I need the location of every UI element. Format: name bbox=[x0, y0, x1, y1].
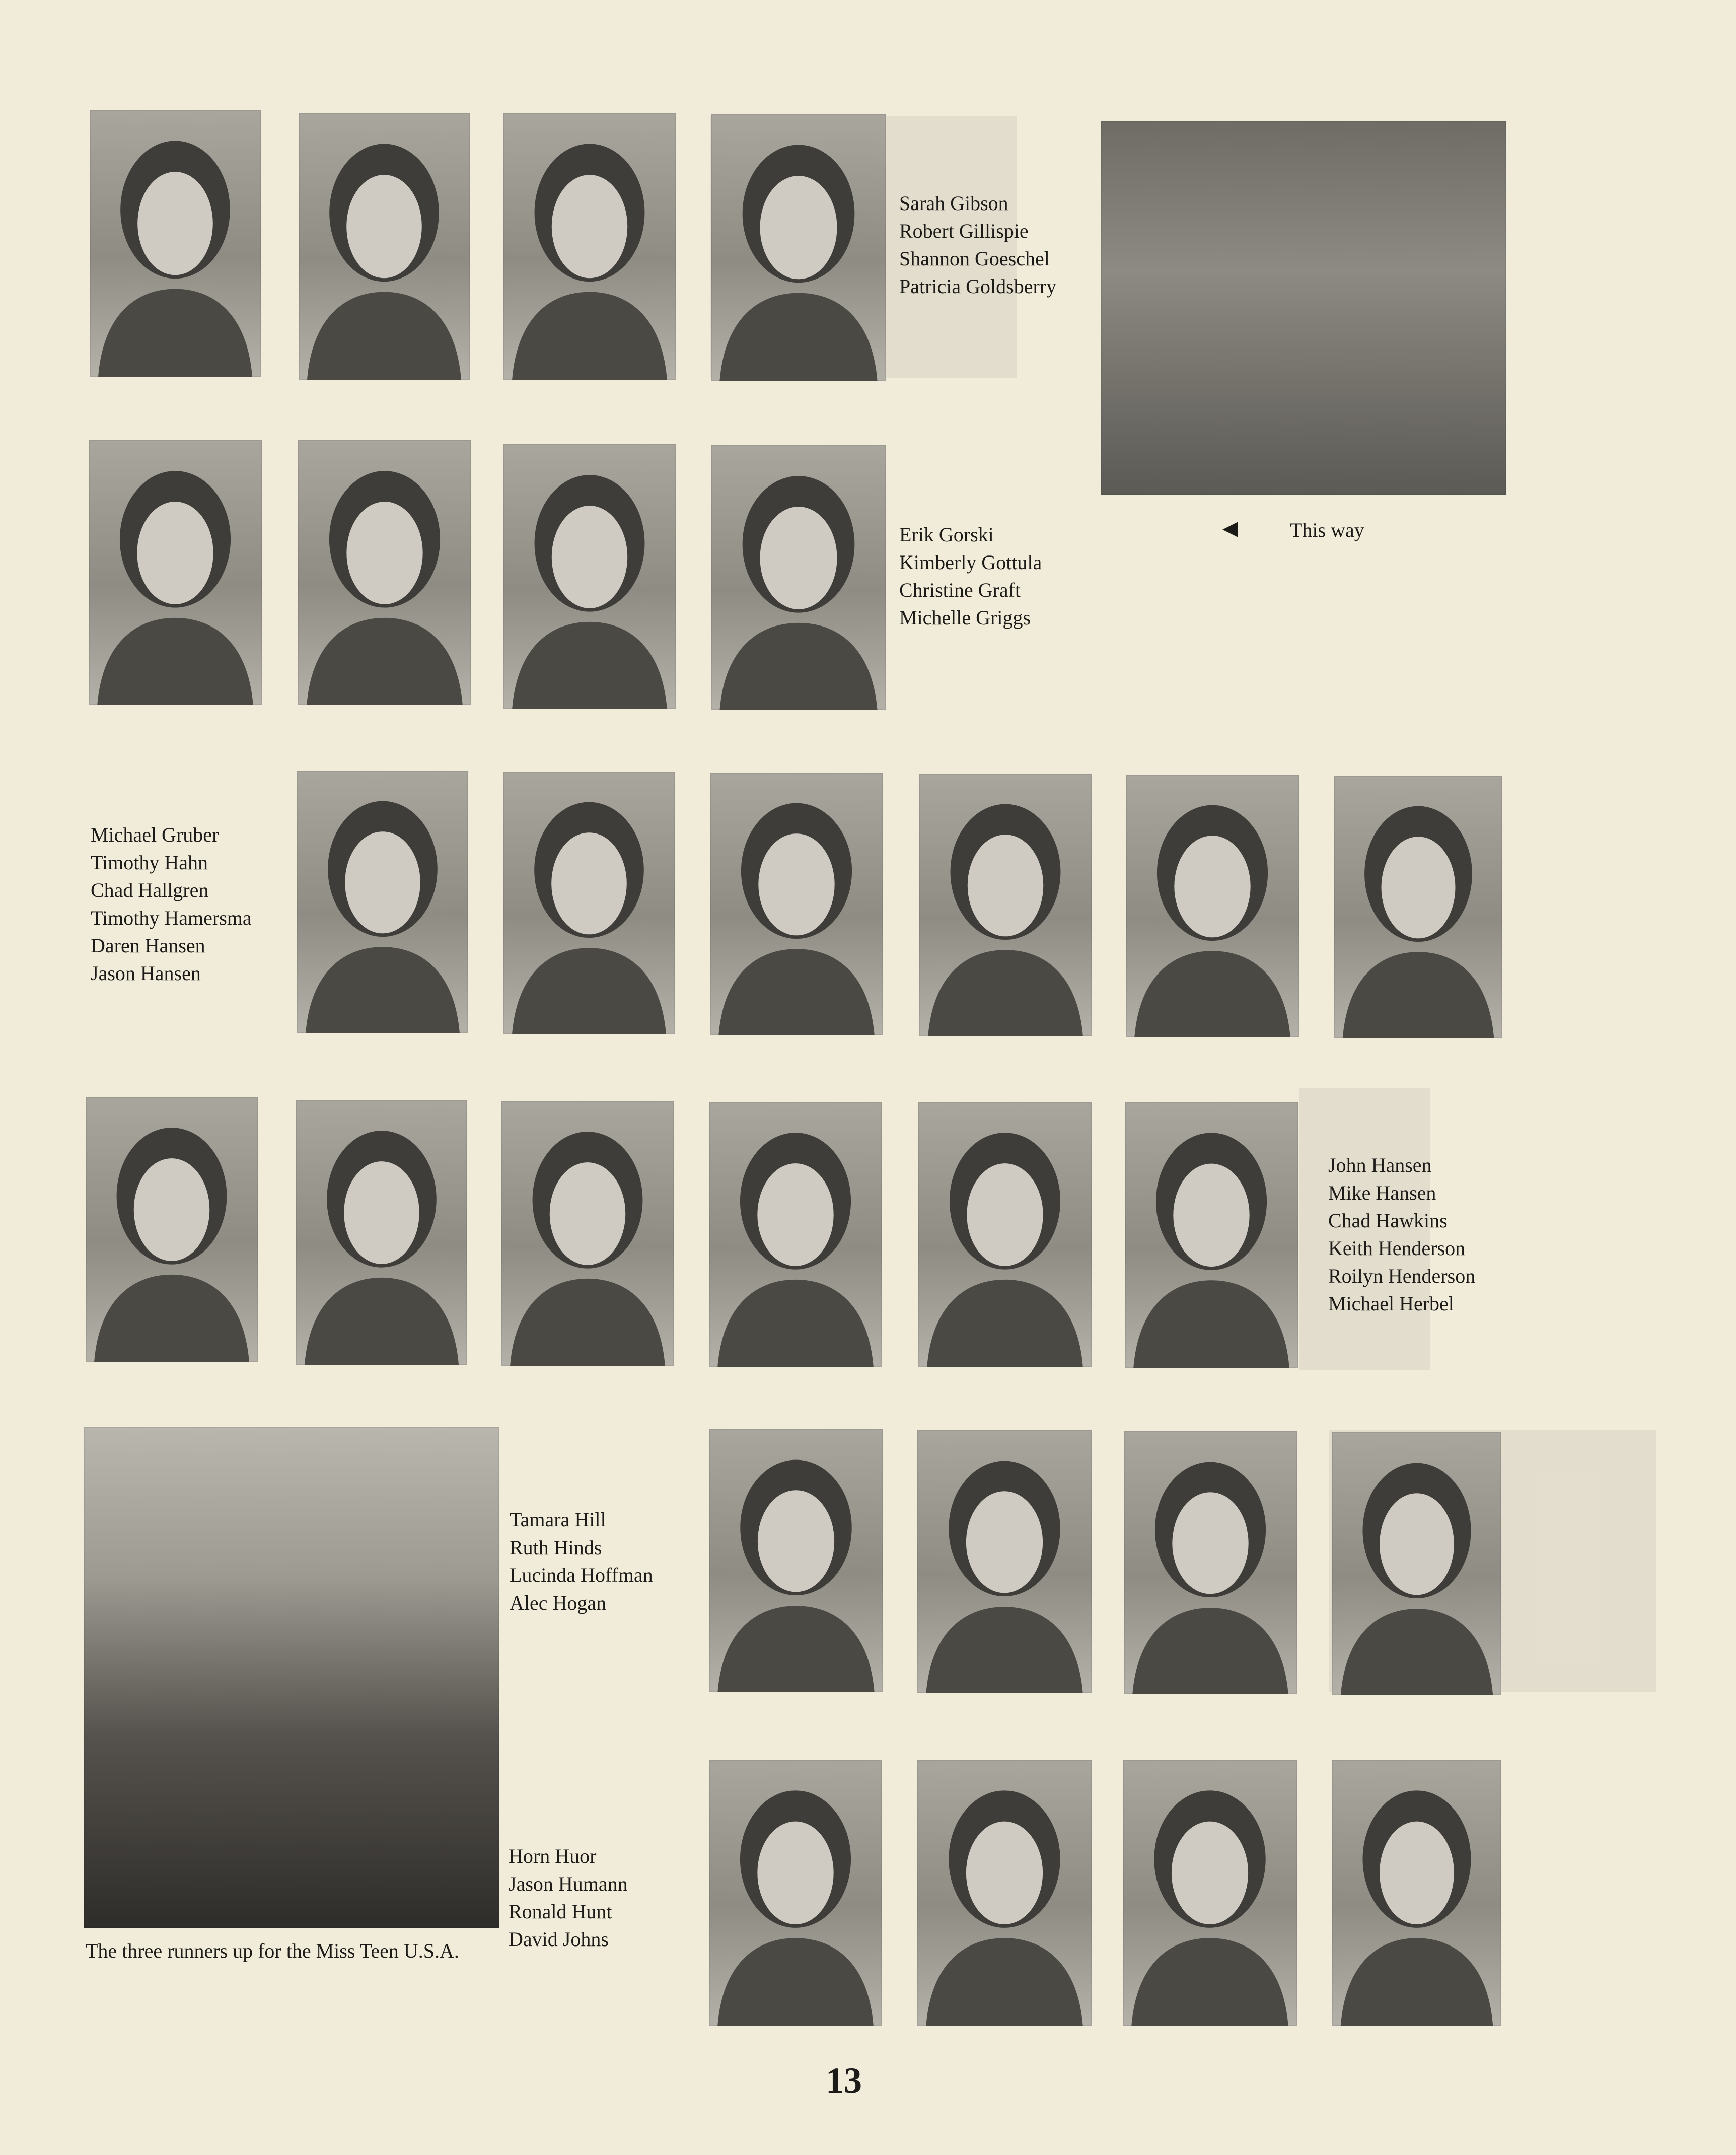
portrait-shoulders bbox=[512, 292, 667, 380]
student-name: Tamara Hill bbox=[510, 1508, 606, 1531]
candid-group-photo bbox=[1101, 121, 1506, 495]
candid-photo-caption: This way bbox=[1290, 519, 1364, 541]
portrait-silhouette bbox=[1125, 1102, 1298, 1368]
portrait-photo bbox=[503, 113, 676, 380]
portrait-silhouette bbox=[298, 440, 471, 705]
portrait-silhouette bbox=[297, 771, 468, 1033]
portrait-silhouette bbox=[86, 1097, 258, 1362]
student-name: Timothy Hamersma bbox=[91, 907, 252, 929]
student-name: Jason Hansen bbox=[91, 962, 201, 985]
portrait-silhouette bbox=[1332, 1760, 1501, 2026]
portrait-shoulders bbox=[717, 1606, 874, 1692]
student-name: Erik Gorski bbox=[899, 523, 994, 546]
portrait-photo bbox=[917, 1430, 1092, 1693]
portrait-shoulders bbox=[305, 1278, 459, 1365]
portrait-silhouette bbox=[711, 445, 886, 710]
portrait-face bbox=[1172, 1492, 1248, 1594]
left-arrow-icon: ◀ bbox=[1222, 517, 1238, 539]
portrait-shoulders bbox=[719, 623, 877, 710]
portrait-face bbox=[758, 833, 834, 935]
portrait-silhouette bbox=[503, 772, 675, 1034]
portrait-silhouette bbox=[90, 110, 261, 377]
portrait-silhouette bbox=[1126, 775, 1299, 1037]
student-name: Jason Humann bbox=[509, 1872, 628, 1895]
portrait-photo bbox=[709, 1760, 882, 2026]
portrait-shoulders bbox=[1134, 951, 1290, 1037]
student-name: Mike Hansen bbox=[1328, 1181, 1436, 1204]
student-name: Ruth Hinds bbox=[510, 1536, 602, 1559]
portrait-shoulders bbox=[510, 1279, 665, 1366]
name-list-row-4 bbox=[1328, 1151, 1475, 1317]
portrait-photo bbox=[86, 1097, 258, 1362]
portrait-silhouette bbox=[503, 444, 676, 709]
portrait-shoulders bbox=[94, 1275, 249, 1362]
portrait-photo bbox=[918, 1102, 1092, 1367]
portrait-photo bbox=[709, 1102, 882, 1367]
portrait-photo bbox=[1125, 1102, 1298, 1368]
portrait-face bbox=[1380, 1493, 1454, 1595]
portrait-shoulders bbox=[98, 289, 252, 377]
portrait-face bbox=[551, 832, 627, 934]
portrait-shoulders bbox=[717, 1938, 874, 2026]
student-name: Michael Gruber bbox=[91, 823, 219, 846]
student-name: Christine Graft bbox=[899, 579, 1021, 601]
group-photo-caption: The three runners up for the Miss Teen U.S.A. bbox=[86, 1939, 459, 1962]
portrait-photo bbox=[90, 110, 261, 377]
portrait-shoulders bbox=[1343, 952, 1494, 1038]
portrait-photo bbox=[299, 113, 470, 380]
portrait-silhouette bbox=[1332, 1432, 1501, 1695]
portrait-silhouette bbox=[1334, 776, 1502, 1038]
student-name: Horn Huor bbox=[509, 1845, 597, 1867]
student-name: Shannon Goeschel bbox=[899, 247, 1050, 270]
portrait-photo bbox=[297, 771, 468, 1033]
portrait-shoulders bbox=[1341, 1609, 1493, 1695]
portrait-face bbox=[1173, 1164, 1249, 1267]
portrait-face bbox=[760, 176, 837, 279]
portrait-shoulders bbox=[717, 1280, 874, 1367]
name-list-row-1 bbox=[899, 189, 1056, 300]
portrait-silhouette bbox=[1124, 1431, 1297, 1694]
portrait-photo bbox=[1126, 775, 1299, 1037]
student-name: Timothy Hahn bbox=[91, 851, 208, 874]
portrait-photo bbox=[1332, 1760, 1501, 2026]
student-name: Chad Hawkins bbox=[1328, 1209, 1448, 1232]
portrait-face bbox=[1382, 837, 1456, 938]
portrait-face bbox=[1380, 1822, 1454, 1924]
portrait-photo bbox=[503, 772, 675, 1034]
student-name: Daren Hansen bbox=[91, 934, 205, 957]
portrait-face bbox=[760, 507, 837, 609]
student-name: Kimberly Gottula bbox=[899, 551, 1042, 574]
portrait-photo bbox=[1123, 1760, 1297, 2026]
portrait-photo bbox=[298, 440, 471, 705]
page-number: 13 bbox=[826, 2060, 862, 2101]
portrait-shoulders bbox=[927, 1280, 1083, 1367]
portrait-silhouette bbox=[709, 1429, 883, 1692]
portrait-face bbox=[552, 506, 627, 608]
name-list-row-2 bbox=[899, 521, 1042, 632]
portrait-face bbox=[137, 172, 213, 275]
portrait-shoulders bbox=[928, 950, 1083, 1036]
student-name: David Johns bbox=[509, 1928, 609, 1951]
portrait-shoulders bbox=[1133, 1280, 1289, 1368]
name-list-row-3 bbox=[91, 821, 252, 987]
portrait-photo bbox=[711, 445, 886, 710]
student-name: Lucinda Hoffman bbox=[510, 1564, 653, 1586]
student-name: Sarah Gibson bbox=[899, 192, 1008, 215]
student-name: John Hansen bbox=[1328, 1154, 1432, 1176]
student-name: Alec Hogan bbox=[510, 1591, 607, 1614]
portrait-shoulders bbox=[926, 1607, 1082, 1693]
portrait-silhouette bbox=[919, 774, 1092, 1036]
portrait-silhouette bbox=[1123, 1760, 1297, 2026]
portrait-face bbox=[346, 502, 422, 604]
portrait-silhouette bbox=[709, 1102, 882, 1367]
portrait-face bbox=[968, 835, 1043, 936]
portrait-photo bbox=[709, 1429, 883, 1692]
group-photo bbox=[84, 1427, 499, 1928]
student-name: Chad Hallgren bbox=[91, 879, 209, 901]
student-name: Michelle Griggs bbox=[899, 606, 1031, 629]
portrait-face bbox=[966, 1822, 1043, 1924]
portrait-shoulders bbox=[1341, 1938, 1493, 2026]
portrait-shoulders bbox=[307, 618, 463, 705]
portrait-silhouette bbox=[917, 1430, 1092, 1693]
portrait-photo bbox=[917, 1760, 1092, 2026]
portrait-face bbox=[757, 1163, 833, 1266]
portrait-face bbox=[345, 831, 420, 933]
portrait-face bbox=[757, 1822, 833, 1924]
portrait-photo bbox=[1332, 1432, 1501, 1695]
portrait-photo bbox=[501, 1101, 674, 1366]
name-list-row-6 bbox=[509, 1842, 628, 1953]
student-name: Michael Herbel bbox=[1328, 1292, 1454, 1315]
portrait-face bbox=[1172, 1822, 1248, 1924]
portrait-face bbox=[346, 175, 422, 278]
portrait-silhouette bbox=[918, 1102, 1092, 1367]
name-list-row-5 bbox=[510, 1506, 653, 1617]
portrait-silhouette bbox=[711, 114, 886, 381]
portrait-photo bbox=[919, 774, 1092, 1036]
portrait-shoulders bbox=[718, 949, 875, 1035]
portrait-face bbox=[552, 175, 627, 278]
portrait-photo bbox=[1334, 776, 1502, 1038]
portrait-face bbox=[967, 1163, 1043, 1266]
portrait-shoulders bbox=[306, 947, 460, 1033]
student-name: Ronald Hunt bbox=[509, 1900, 612, 1923]
student-name: Keith Henderson bbox=[1328, 1237, 1466, 1260]
portrait-shoulders bbox=[97, 618, 253, 705]
portrait-photo bbox=[711, 114, 886, 381]
portrait-shoulders bbox=[719, 293, 877, 381]
portrait-silhouette bbox=[299, 113, 470, 380]
portrait-photo bbox=[1124, 1431, 1297, 1694]
portrait-face bbox=[137, 502, 213, 604]
portrait-silhouette bbox=[89, 440, 262, 705]
portrait-face bbox=[134, 1158, 209, 1261]
portrait-shoulders bbox=[512, 622, 667, 709]
portrait-silhouette bbox=[917, 1760, 1092, 2026]
portrait-photo bbox=[710, 773, 883, 1035]
portrait-face bbox=[1174, 836, 1250, 937]
portrait-face bbox=[550, 1162, 625, 1265]
portrait-shoulders bbox=[1132, 1608, 1288, 1694]
portrait-silhouette bbox=[710, 773, 883, 1035]
portrait-photo bbox=[89, 440, 262, 705]
portrait-silhouette bbox=[709, 1760, 882, 2026]
portrait-photo bbox=[296, 1100, 467, 1365]
portrait-silhouette bbox=[296, 1100, 467, 1365]
portrait-shoulders bbox=[512, 948, 666, 1034]
portrait-shoulders bbox=[307, 292, 461, 380]
portrait-shoulders bbox=[1131, 1938, 1288, 2026]
portrait-face bbox=[966, 1491, 1043, 1593]
portrait-silhouette bbox=[501, 1101, 674, 1366]
portrait-shoulders bbox=[926, 1938, 1082, 2026]
student-name: Robert Gillispie bbox=[899, 220, 1029, 242]
portrait-face bbox=[758, 1490, 834, 1592]
portrait-face bbox=[344, 1161, 419, 1264]
student-name: Patricia Goldsberry bbox=[899, 275, 1057, 298]
portrait-photo bbox=[503, 444, 676, 709]
portrait-silhouette bbox=[503, 113, 676, 380]
student-name: Roilyn Henderson bbox=[1328, 1265, 1476, 1287]
